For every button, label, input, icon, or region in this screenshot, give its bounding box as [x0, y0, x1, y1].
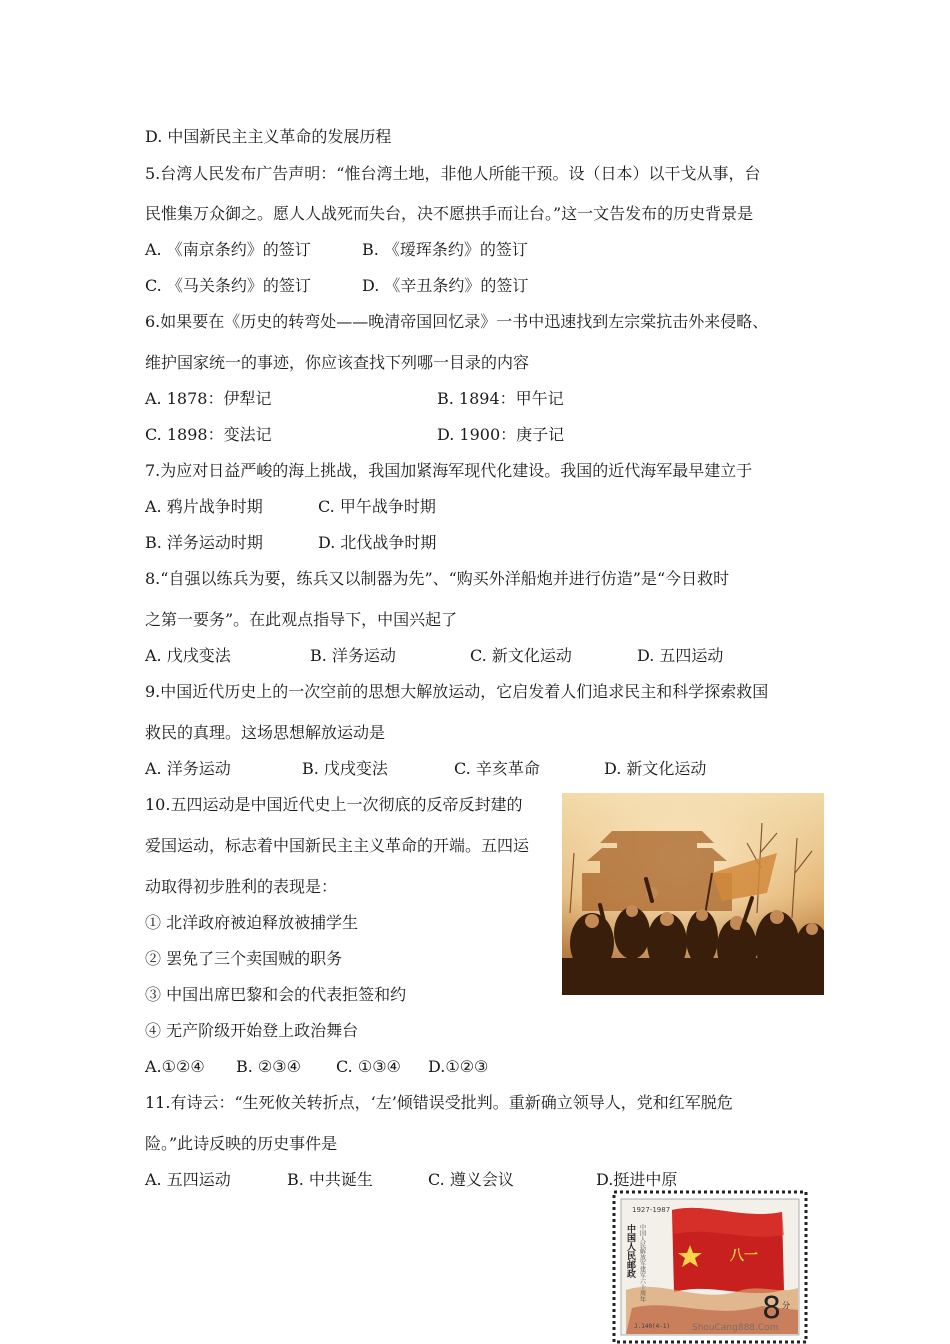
- commemorative-stamp: [612, 1190, 808, 1344]
- q8-stem-line1: 8.“自强以练兵为要，练兵又以制器为先”、“购买外洋船炮并进行仿造”是“今日救时: [145, 569, 730, 588]
- q5-stem-line1: 5.台湾人民发布广告声明：“惟台湾土地，非他人所能干预。设（日本）以干戈从事，台: [145, 164, 761, 183]
- q10-option-b: B. ②③④: [236, 1057, 301, 1076]
- q6-stem-line2: 维护国家统一的事迹，你应该查找下列哪一目录的内容: [145, 353, 530, 372]
- q11-option-c: C. 遵义会议: [428, 1170, 514, 1189]
- q5-option-b: B. 《瑷珲条约》的签订: [362, 240, 528, 259]
- q6-option-d: D. 1900：庚子记: [437, 425, 565, 444]
- q9-option-c: C. 辛亥革命: [454, 759, 540, 778]
- q11-option-a: A. 五四运动: [145, 1170, 231, 1189]
- q4-option-d: D. 中国新民主主义革命的发展历程: [145, 127, 392, 146]
- q8-option-c: C. 新文化运动: [470, 646, 572, 665]
- q10-stem-line2: 爱国运动，标志着中国新民主主义革命的开端。五四运: [145, 836, 530, 855]
- q10-option-a: A.①②④: [145, 1057, 205, 1076]
- q10-option-d: D.①②③: [428, 1057, 489, 1076]
- stamp-value: 8: [762, 1291, 782, 1326]
- q5-stem-line2: 民惟集万众御之。愿人人战死而失台，决不愿拱手而让台。”这一文告发布的历史背景是: [145, 204, 754, 223]
- q9-option-b: B. 戊戌变法: [302, 759, 388, 778]
- q6-option-a: A. 1878：伊犁记: [145, 389, 272, 408]
- q7-stem-line1: 7.为应对日益严峻的海上挑战，我国加紧海军现代化建设。我国的近代海军最早建立于: [145, 461, 753, 480]
- q10-item-1: ① 北洋政府被迫释放被捕学生: [145, 913, 359, 932]
- stamp-unit: 分: [782, 1301, 790, 1310]
- q9-option-a: A. 洋务运动: [145, 759, 231, 778]
- q10-option-c: C. ①③④: [336, 1057, 401, 1076]
- q10-stem-line3: 动取得初步胜利的表现是：: [145, 877, 338, 896]
- q6-option-c: C. 1898：变法记: [145, 425, 272, 444]
- q9-stem-line1: 9.中国近代历史上的一次空前的思想大解放运动，它启发着人们追求民主和科学探索救国: [145, 682, 769, 701]
- stamp-years: 1927-1987: [632, 1206, 671, 1214]
- stamp-badge: 八一: [730, 1248, 758, 1264]
- q7-option-a: A. 鸦片战争时期: [145, 497, 263, 516]
- q10-stem-line1: 10.五四运动是中国近代史上一次彻底的反帝反封建的: [145, 795, 523, 814]
- q7-option-c: C. 甲午战争时期: [318, 497, 436, 516]
- q5-option-d: D. 《辛丑条约》的签订: [362, 276, 529, 295]
- q11-option-d: D.挺进中原: [596, 1170, 678, 1189]
- q7-option-d: D. 北伐战争时期: [318, 533, 437, 552]
- q9-stem-line2: 救民的真理。这场思想解放运动是: [145, 723, 386, 742]
- q10-item-3: ③ 中国出席巴黎和会的代表拒签和约: [145, 985, 407, 1004]
- stamp-code: J.140(4-1): [634, 1323, 671, 1330]
- q7-option-b: B. 洋务运动时期: [145, 533, 263, 552]
- q8-option-d: D. 五四运动: [637, 646, 724, 665]
- q5-option-a: A. 《南京条约》的签订: [145, 240, 311, 259]
- q9-option-d: D. 新文化运动: [604, 759, 707, 778]
- q10-item-4: ④ 无产阶级开始登上政治舞台: [145, 1021, 359, 1040]
- stamp-subtitle: 中国人民解放军建军六十周年: [638, 1224, 646, 1302]
- q11-stem-line1: 11.有诗云：“生死攸关转折点，‘左’倾错误受批判。重新确立领导人，党和红军脱危: [145, 1093, 733, 1112]
- q10-item-2: ② 罢免了三个卖国贼的职务: [145, 949, 343, 968]
- q11-option-b: B. 中共诞生: [287, 1170, 373, 1189]
- q6-stem-line1: 6.如果要在《历史的转弯处——晚清帝国回忆录》一书中迅速找到左宗棠抗击外来侵略、: [145, 312, 769, 331]
- may-fourth-painting: [562, 793, 824, 995]
- q8-option-a: A. 戊戌变法: [145, 646, 231, 665]
- q6-option-b: B. 1894：甲午记: [437, 389, 564, 408]
- stamp-watermark: ShouCang888.Com: [692, 1323, 779, 1333]
- q5-option-c: C. 《马关条约》的签订: [145, 276, 311, 295]
- q11-stem-line2: 险。”此诗反映的历史事件是: [145, 1134, 338, 1153]
- q8-stem-line2: 之第一要务”。在此观点指导下，中国兴起了: [145, 610, 458, 629]
- stamp-title: 中国人民邮政: [625, 1224, 635, 1278]
- q8-option-b: B. 洋务运动: [310, 646, 396, 665]
